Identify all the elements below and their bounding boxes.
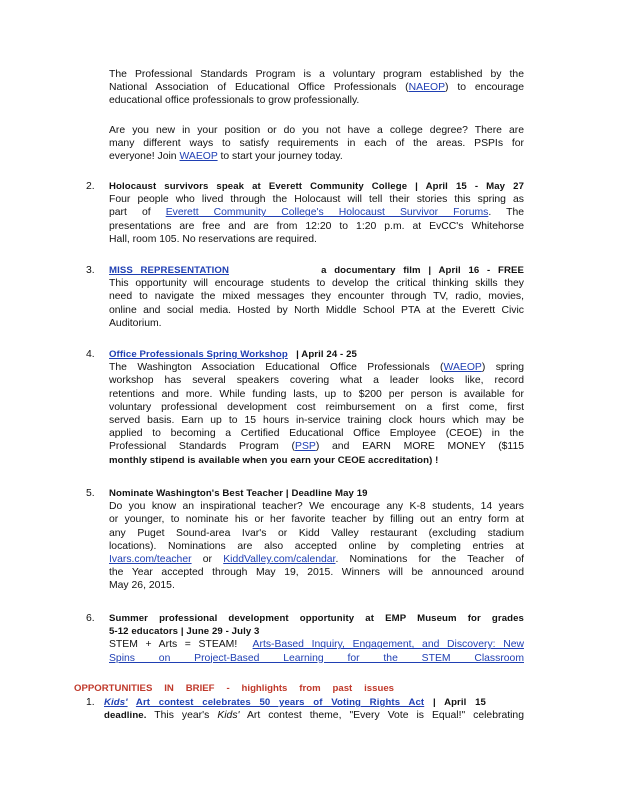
intro-paragraph-2 <box>109 124 524 164</box>
list-number: 3. <box>86 265 95 276</box>
miss-representation-link[interactable]: MISS REPRESENTATION <box>109 265 229 276</box>
text-line: locations). Nominations are also accepted online by completing entries at <box>109 540 524 552</box>
list-item-miss-representation <box>109 264 524 330</box>
text-line <box>104 709 524 722</box>
text-span: Kids' <box>217 710 240 721</box>
intro-paragraph-1 <box>109 68 524 108</box>
text-span: ) and EARN MORE MONEY ($115 <box>315 441 524 453</box>
kids-art-link[interactable]: Kids' <box>104 697 128 708</box>
text-line: retentions and more. While funding lasts, up to $200 per person is available for <box>109 388 524 400</box>
ivars-link[interactable]: Ivars.com/teacher <box>109 554 192 566</box>
text-span: | April 15 <box>432 697 486 708</box>
list-number: 6. <box>86 613 95 624</box>
text-line: workshop has several speakers covering what a leader looks like, record <box>109 375 524 387</box>
text-line: many different ways to satisfy requirements in each of the areas. PSPIs for <box>109 138 524 150</box>
text-line: educational office professionals to grow professionally. <box>109 95 360 107</box>
text-line: the Year accepted through May 19, 2015. Winners will be announced around <box>109 567 524 579</box>
psp-link[interactable]: PSP <box>295 441 316 453</box>
text-span: ) to encourage <box>445 82 524 94</box>
list-item-holocaust <box>109 180 524 246</box>
text-line: or younger, to nominate his or her favorite teacher by filling out an entry form at <box>109 514 524 526</box>
list-number: 4. <box>86 349 95 360</box>
text-line <box>109 553 524 566</box>
text-span: . Nominations for the Teacher of <box>335 554 525 566</box>
text-span: Professional Standards Program ( <box>109 441 296 453</box>
text-line: any Puget Sound-area Ivar's or Kidd Valley restaurant (excluding stadium <box>109 527 524 539</box>
waeop-link[interactable]: WAEOP <box>179 151 218 163</box>
text-line: Hall, room 105. No reservations are required. <box>109 233 317 245</box>
item-heading: Nominate Washington's Best Teacher | Deadline May 19 <box>109 488 368 499</box>
list-number: 1. <box>86 697 95 708</box>
text-line <box>109 150 524 163</box>
kids-art-link[interactable]: Art contest celebrates 50 years of Voting Rights Act <box>135 697 425 708</box>
text-line <box>109 440 524 453</box>
text-line <box>109 638 524 651</box>
kiddvalley-link[interactable]: KiddValley.com/calendar <box>223 554 336 566</box>
text-span: a documentary film | April 16 - FREE <box>321 265 524 276</box>
spring-workshop-link[interactable]: Office Professionals Spring Workshop <box>109 349 288 360</box>
text-line: online and social media. Hosted by North Middle School PTA at the Everett Civic <box>109 304 524 316</box>
naeop-link[interactable]: NAEOP <box>408 82 446 94</box>
list-item-spring-workshop <box>109 348 524 467</box>
text-line: applied to becoming a Certified Educational Office Employee (CEOE) in the <box>109 428 524 440</box>
text-line: Four people who lived through the Holocaust will tell their stories this spring as <box>109 194 524 206</box>
waeop-link[interactable]: WAEOP <box>443 362 482 374</box>
text-line <box>109 652 524 665</box>
text-line <box>109 81 524 94</box>
text-line: need to navigate the mixed messages they encounter through TV, radio, movies, <box>109 291 524 303</box>
item-heading <box>109 264 524 277</box>
item-heading: 5-12 educators | June 29 - July 3 <box>109 626 260 638</box>
text-span: deadline. <box>104 710 147 721</box>
section-heading <box>74 682 394 695</box>
item-heading <box>104 696 486 709</box>
item-heading: Holocaust survivors speak at Everett Community College | April 15 - May 27 <box>109 181 524 192</box>
text-line: Auditorium. <box>109 317 162 329</box>
text-span: part of <box>109 207 151 219</box>
text-line: May 26, 2015. <box>109 580 175 592</box>
text-span: . The <box>488 207 524 219</box>
list-number: 2. <box>86 181 95 192</box>
steam-link[interactable]: Arts-Based Inquiry, Engagement, and Discovery: New <box>252 639 524 651</box>
list-item-kids-art <box>104 696 486 709</box>
text-span: | April 24 - 25 <box>296 349 357 360</box>
text-line: voluntary professional development cost reimbursement on a first come, first <box>109 401 524 413</box>
text-line: This opportunity will encourage students to develop the critical thinking skills they <box>109 278 524 290</box>
text-span: National Association of Educational Office Professionals ( <box>109 82 409 94</box>
text-span: This year's <box>154 710 210 721</box>
section-title: OPPORTUNITIES IN BRIEF - highlights from past issues <box>74 683 394 694</box>
text-span: ) spring <box>481 362 525 374</box>
text-span: STEM + Arts = STEAM! <box>109 639 238 651</box>
steam-link[interactable]: Spins on Project-Based Learning for the STEM Classroom <box>109 652 524 664</box>
text-line: presentations are free and are from 12:20 to 1:20 p.m. at EvCC's Whitehorse <box>109 220 524 232</box>
evcc-forums-link[interactable]: Everett Community College's Holocaust Survivor Forums <box>165 207 489 219</box>
list-item-kids-art-body <box>104 709 524 722</box>
item-heading <box>109 348 524 361</box>
list-item-emp-museum <box>109 612 524 665</box>
text-span: The Washington Association Educational Office Professionals ( <box>109 362 444 374</box>
text-line: Do you know an inspirational teacher? We encourage any K-8 students, 14 years <box>109 501 524 513</box>
list-number: 5. <box>86 488 95 499</box>
text-line <box>109 361 524 374</box>
text-line: monthly stipend is available when you earn your CEOE accreditation) ! <box>109 454 439 466</box>
text-span: to start your journey today. <box>220 151 343 163</box>
item-heading: Summer professional development opportunity at EMP Museum for grades <box>109 613 524 624</box>
text-span: everyone! Join <box>109 151 177 163</box>
text-line: The Professional Standards Program is a voluntary program established by the <box>109 69 524 80</box>
list-item-best-teacher <box>109 487 524 593</box>
text-line: served basis. Earn up to 15 hours in-service training clock hours which may be <box>109 415 524 427</box>
text-span: Art contest theme, "Every Vote is Equal!" celebrating <box>246 710 524 721</box>
text-span: or <box>202 554 213 566</box>
text-line <box>109 206 524 219</box>
text-line: Are you new in your position or do you not have a college degree? There are <box>109 125 524 136</box>
